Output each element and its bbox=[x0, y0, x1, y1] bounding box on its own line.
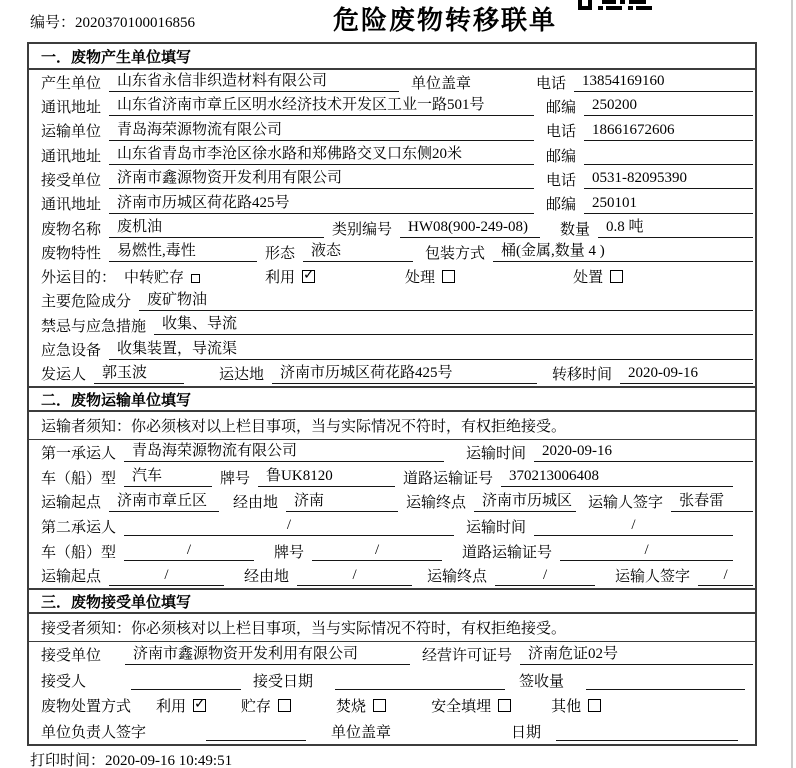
quantity-value: 0.8 吨 bbox=[598, 218, 753, 238]
category-code-label: 类别编号 bbox=[332, 221, 393, 238]
transport-phone-value: 18661672606 bbox=[584, 121, 753, 141]
page-right-edge bbox=[791, 0, 793, 768]
transport-phone-label: 电话 bbox=[546, 124, 577, 141]
receiver-unit-label: 接受单位 bbox=[41, 172, 102, 189]
vehicle-type-2-value: / bbox=[124, 541, 254, 561]
quantity-label: 数量 bbox=[560, 221, 591, 238]
first-carrier-label: 第一承运人 bbox=[41, 445, 117, 462]
option-disposal-utilize bbox=[156, 695, 206, 716]
serial-value: 2020370100016856 bbox=[75, 15, 196, 31]
transport-zip-label: 邮编 bbox=[546, 148, 577, 165]
row-shipper bbox=[29, 362, 755, 386]
emergency-measures-label: 禁忌与应急措施 bbox=[41, 318, 147, 335]
disposal-storage-label: 贮存 bbox=[241, 699, 272, 716]
shipper-value: 郭玉波 bbox=[94, 364, 184, 384]
second-carrier-value: / bbox=[124, 516, 454, 536]
packaging-value: 桶(金属,数量 4 ) bbox=[493, 242, 753, 262]
date-value bbox=[556, 721, 738, 741]
option-treat bbox=[405, 266, 455, 287]
transport-time-2-label: 运输时间 bbox=[466, 519, 527, 536]
row-producer-unit bbox=[29, 70, 755, 94]
transport-unit-label: 运输单位 bbox=[41, 124, 102, 141]
disposal-other-checkbox bbox=[588, 699, 601, 712]
row-emergency-measures bbox=[29, 313, 755, 337]
date-label: 日期 bbox=[511, 724, 542, 741]
carrier-signature-value: 张春雷 bbox=[671, 492, 753, 512]
producer-unit-value: 山东省永信非织造材料有限公司 bbox=[109, 72, 399, 92]
option-dispose bbox=[573, 266, 623, 287]
receiver-address-label: 通讯地址 bbox=[41, 197, 102, 214]
form-state-label: 形态 bbox=[265, 245, 296, 262]
receiver-phone-value: 0531-82095390 bbox=[584, 169, 753, 189]
emergency-equipment-label: 应急设备 bbox=[41, 343, 102, 360]
outbound-purpose-label: 外运目的： bbox=[41, 270, 117, 287]
manifest-form bbox=[27, 42, 757, 746]
disposal-utilize-checkbox bbox=[193, 699, 206, 712]
shipper-label: 发运人 bbox=[41, 367, 87, 384]
category-code-value: HW08(900-249-08) bbox=[400, 218, 540, 238]
row-transport-route-1 bbox=[29, 489, 755, 514]
waste-name-label: 废物名称 bbox=[41, 221, 102, 238]
road-permit-value: 370213006408 bbox=[501, 467, 733, 487]
accept-unit-label: 接受单位 bbox=[41, 648, 102, 665]
producer-address-label: 通讯地址 bbox=[41, 99, 102, 116]
option-transfer-storage-label: 中转贮存 bbox=[124, 270, 185, 287]
transfer-time-value: 2020-09-16 bbox=[620, 364, 753, 384]
transport-time-2-value: / bbox=[534, 516, 733, 536]
row-transport-route-2 bbox=[29, 563, 755, 588]
disposal-landfill-checkbox bbox=[498, 699, 511, 712]
accept-date-value bbox=[335, 670, 505, 690]
row-accept-unit bbox=[29, 642, 755, 668]
responsible-signature-label: 单位负责人签字 bbox=[41, 724, 147, 741]
treat-checkbox bbox=[442, 270, 455, 283]
endpoint-2-label: 运输终点 bbox=[427, 569, 488, 586]
license-value: 济南危证02号 bbox=[520, 645, 753, 665]
producer-zip-label: 邮编 bbox=[546, 99, 577, 116]
emergency-measures-value: 收集、导流 bbox=[154, 315, 753, 335]
hazard-component-value: 废矿物油 bbox=[139, 291, 753, 311]
via-2-value: / bbox=[297, 566, 412, 586]
serial-label: 编号： bbox=[30, 15, 76, 31]
vehicle-type-2-label: 车（船）型 bbox=[41, 544, 117, 561]
print-time-value: 2020-09-16 10:49:51 bbox=[105, 753, 233, 768]
origin-2-value: / bbox=[109, 566, 224, 586]
transfer-time-label: 转移时间 bbox=[552, 367, 613, 384]
option-utilize-label: 利用 bbox=[265, 270, 296, 287]
waste-name-value: 废机油 bbox=[109, 218, 324, 238]
producer-address-value: 山东省济南市章丘区明水经济技术开发区工业一路501号 bbox=[109, 96, 534, 116]
endpoint-2-value: / bbox=[495, 566, 595, 586]
qr-code-fragment bbox=[578, 0, 652, 10]
row-accept-person bbox=[29, 668, 755, 694]
via-2-label: 经由地 bbox=[244, 569, 290, 586]
option-treat-label: 处理 bbox=[405, 270, 436, 287]
disposal-utilize-label: 利用 bbox=[156, 699, 187, 716]
section-3-body bbox=[29, 642, 755, 744]
hazard-component-label: 主要危险成分 bbox=[41, 294, 132, 311]
row-second-carrier bbox=[29, 514, 755, 539]
road-permit-label: 道路运输证号 bbox=[403, 470, 494, 487]
responsible-signature-value bbox=[206, 721, 306, 741]
transport-time-value: 2020-09-16 bbox=[534, 442, 753, 462]
plate-number-2-label: 牌号 bbox=[274, 544, 305, 561]
receiver-zip-value: 250101 bbox=[584, 194, 753, 214]
section-2-body bbox=[29, 440, 755, 588]
road-permit-2-value: / bbox=[560, 541, 733, 561]
license-label: 经营许可证号 bbox=[422, 648, 513, 665]
producer-zip-value: 250200 bbox=[584, 96, 753, 116]
waste-property-label: 废物特性 bbox=[41, 245, 102, 262]
origin-label: 运输起点 bbox=[41, 495, 102, 512]
row-vehicle-type-2 bbox=[29, 539, 755, 564]
producer-phone-label: 电话 bbox=[536, 75, 567, 92]
page-title: 危险废物转移联单 bbox=[332, 6, 557, 35]
producer-unit-label: 产生单位 bbox=[41, 75, 102, 92]
row-waste-property bbox=[29, 240, 755, 264]
origin-2-label: 运输起点 bbox=[41, 569, 102, 586]
transporter-notice: 运输者须知：你必须核对以上栏目事项，当与实际情况不符时，有权拒绝接受。 bbox=[29, 412, 755, 440]
accept-date-label: 接受日期 bbox=[253, 673, 314, 690]
row-hazard-component bbox=[29, 289, 755, 313]
transfer-storage-checkbox bbox=[191, 274, 200, 283]
vehicle-type-value: 汽车 bbox=[124, 467, 212, 487]
road-permit-2-label: 道路运输证号 bbox=[462, 544, 553, 561]
row-emergency-equipment bbox=[29, 337, 755, 361]
carrier-signature-label: 运输人签字 bbox=[588, 495, 664, 512]
plate-number-value: 鲁UK8120 bbox=[258, 467, 395, 487]
receiver-unit-value: 济南市鑫源物资开发利用有限公司 bbox=[109, 169, 534, 189]
transport-time-label: 运输时间 bbox=[466, 445, 527, 462]
transport-zip-value bbox=[584, 145, 753, 165]
signed-amount-label: 签收量 bbox=[519, 673, 565, 690]
dispose-checkbox bbox=[610, 270, 623, 283]
row-transport-address bbox=[29, 143, 755, 167]
section-1-header: 一．废物产生单位填写 bbox=[29, 44, 755, 70]
row-disposal-method bbox=[29, 693, 755, 719]
transport-address-value: 山东省青岛市李沧区徐水路和郑佛路交叉口东侧20米 bbox=[109, 145, 534, 165]
form-state-value: 液态 bbox=[303, 242, 413, 262]
option-disposal-incinerate bbox=[336, 695, 386, 716]
section-3-header: 三．废物接受单位填写 bbox=[29, 588, 755, 614]
via-value: 济南 bbox=[286, 492, 398, 512]
row-first-carrier bbox=[29, 440, 755, 465]
destination-value: 济南市历城区荷花路425号 bbox=[272, 364, 537, 384]
destination-label: 运达地 bbox=[219, 367, 265, 384]
accept-person-value bbox=[131, 670, 241, 690]
utilize-checkbox bbox=[302, 270, 315, 283]
option-disposal-storage bbox=[241, 695, 291, 716]
transport-address-label: 通讯地址 bbox=[41, 148, 102, 165]
option-dispose-label: 处置 bbox=[573, 270, 604, 287]
unit-seal-label: 单位盖章 bbox=[411, 75, 472, 92]
origin-value: 济南市章丘区 bbox=[109, 492, 219, 512]
option-disposal-other bbox=[551, 695, 601, 716]
endpoint-value: 济南市历城区 bbox=[474, 492, 576, 512]
receiver-phone-label: 电话 bbox=[546, 172, 577, 189]
accept-unit-value: 济南市鑫源物资开发利用有限公司 bbox=[125, 645, 410, 665]
option-transfer-storage bbox=[124, 266, 200, 287]
disposal-storage-checkbox bbox=[278, 699, 291, 712]
print-time bbox=[30, 749, 232, 768]
row-waste-name bbox=[29, 216, 755, 240]
carrier-signature-2-label: 运输人签字 bbox=[615, 569, 691, 586]
disposal-incinerate-label: 焚烧 bbox=[336, 699, 367, 716]
plate-number-2-value: / bbox=[312, 541, 442, 561]
transport-unit-value: 青岛海荣源物流有限公司 bbox=[109, 121, 534, 141]
waste-property-value: 易燃性,毒性 bbox=[109, 242, 257, 262]
option-disposal-landfill bbox=[431, 695, 511, 716]
unit-seal-2-label: 单位盖章 bbox=[331, 724, 392, 741]
section-1-body bbox=[29, 70, 755, 386]
print-time-label: 打印时间： bbox=[30, 753, 106, 768]
option-utilize bbox=[265, 266, 315, 287]
row-outbound-purpose bbox=[29, 265, 755, 289]
first-carrier-value: 青岛海荣源物流有限公司 bbox=[124, 442, 444, 462]
row-producer-address bbox=[29, 94, 755, 118]
section-2-header: 二．废物运输单位填写 bbox=[29, 386, 755, 412]
vehicle-type-label: 车（船）型 bbox=[41, 470, 117, 487]
receiver-address-value: 济南市历城区荷花路425号 bbox=[109, 194, 534, 214]
emergency-equipment-value: 收集装置，导流渠 bbox=[109, 340, 753, 360]
disposal-incinerate-checkbox bbox=[373, 699, 386, 712]
carrier-signature-2-value: / bbox=[698, 566, 753, 586]
endpoint-label: 运输终点 bbox=[406, 495, 467, 512]
disposal-landfill-label: 安全填埋 bbox=[431, 699, 492, 716]
row-vehicle-type-1 bbox=[29, 465, 755, 490]
packaging-label: 包装方式 bbox=[425, 245, 486, 262]
via-label: 经由地 bbox=[233, 495, 279, 512]
receiver-zip-label: 邮编 bbox=[546, 197, 577, 214]
signed-amount-value bbox=[586, 670, 745, 690]
row-responsible-signature bbox=[29, 719, 755, 745]
row-transport-unit bbox=[29, 119, 755, 143]
accept-person-label: 接受人 bbox=[41, 673, 87, 690]
second-carrier-label: 第二承运人 bbox=[41, 519, 117, 536]
disposal-method-label: 废物处置方式 bbox=[41, 699, 132, 716]
producer-phone-value: 13854169160 bbox=[574, 72, 753, 92]
disposal-other-label: 其他 bbox=[551, 699, 582, 716]
receiver-notice: 接受者须知：你必须核对以上栏目事项，当与实际情况不符时，有权拒绝接受。 bbox=[29, 614, 755, 642]
row-receiver-unit bbox=[29, 167, 755, 191]
row-receiver-address bbox=[29, 192, 755, 216]
plate-number-label: 牌号 bbox=[220, 470, 251, 487]
